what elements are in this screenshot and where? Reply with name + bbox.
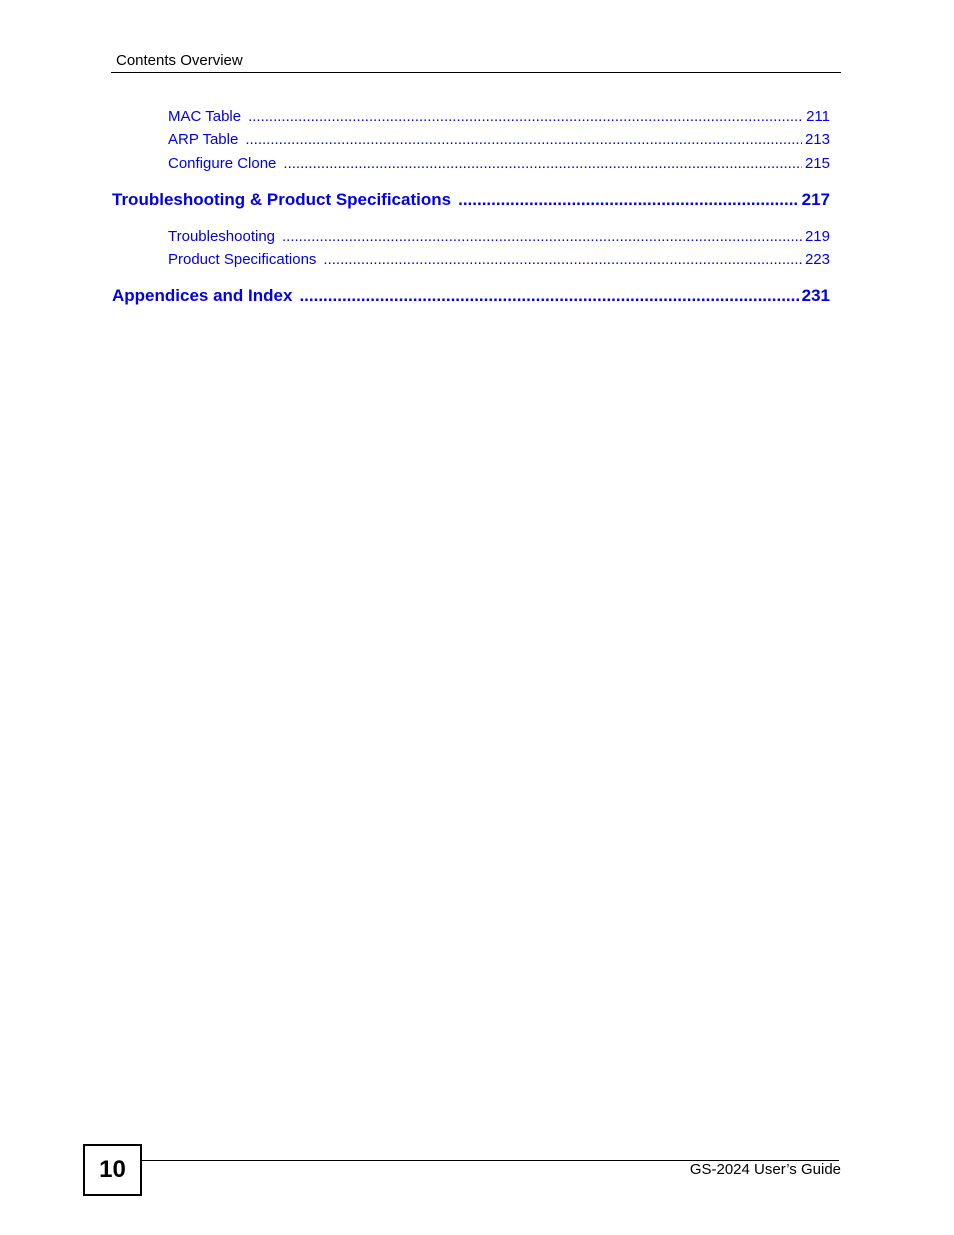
page-number: 10 [99,1156,126,1183]
toc-part-label: Appendices and Index [112,286,293,305]
toc-entry-troubleshooting[interactable] [168,228,830,246]
toc-entry-label: ARP Table [168,131,239,148]
toc-entry-label: Configure Clone [168,155,277,172]
toc-entry-product-specifications[interactable] [168,251,830,269]
toc-entry-page: 219 [804,228,830,245]
toc-entry-mac-table[interactable] [168,108,830,126]
toc-leader-dots [245,131,802,149]
toc-entry-arp-table[interactable] [168,131,830,149]
toc-entry-page: 213 [804,131,830,148]
toc-leader-dots [323,251,802,269]
toc-entry-page: 215 [804,155,830,172]
toc-entry-page: 211 [806,108,830,125]
page-number-box [83,1144,142,1196]
toc-part-troubleshooting-specifications[interactable] [112,190,830,210]
toc-leader-dots [283,155,802,173]
toc-entry-label: MAC Table [168,108,242,125]
toc-leader-dots [299,286,798,306]
page-header [111,51,841,73]
toc-entry-label: Product Specifications [168,251,317,268]
toc-part-page: 217 [801,190,830,209]
footer-guide-title: GS-2024 User’s Guide [689,1161,841,1178]
toc-part-appendices-index[interactable] [112,286,830,306]
toc-leader-dots [248,108,803,126]
toc-entry-page: 223 [804,251,830,268]
toc-part-page: 231 [801,286,830,305]
toc-part-label: Troubleshooting & Product Specifications [112,190,452,209]
toc-entry-configure-clone[interactable] [168,155,830,173]
toc-entry-label: Troubleshooting [168,228,276,245]
toc-leader-dots [458,190,799,210]
toc-leader-dots [282,228,802,246]
header-title: Contents Overview [116,52,243,69]
